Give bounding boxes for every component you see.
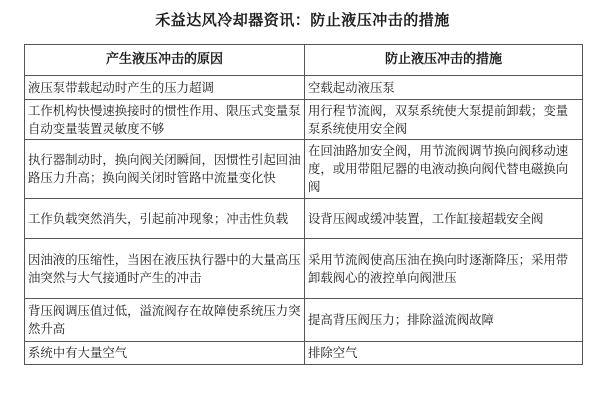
- measure-cell: 用行程节流阀，双泵系统使大泵提前卸载；变量泵系统使用安全阀: [305, 100, 583, 140]
- cause-cell: 工作负载突然消失，引起前冲现象；冲击性负载: [25, 199, 305, 239]
- page-title: 禾益达风冷却器资讯：防止液压冲击的措施: [155, 11, 450, 29]
- table-row: [25, 100, 583, 140]
- table-row: [25, 299, 583, 342]
- cause-cell: 液压泵带载起动时产生的压力超调: [25, 76, 305, 100]
- cause-cell: 工作机构快慢速换接时的惯性作用、限压式变量泵自动变量装置灵敏度不够: [25, 100, 305, 140]
- measures-table: [24, 44, 583, 365]
- table-row: [25, 76, 583, 100]
- measure-cell: 提高背压阀压力；排除溢流阀故障: [305, 299, 583, 342]
- cause-cell: 执行器制动时，换向阀关闭瞬间，因惯性引起回油路压力升高；换向阀关闭时管路中流量变化快: [25, 140, 305, 199]
- measure-cell: 采用节流阀使高压油在换向时逐渐降压；采用带卸载阀心的液控单向阀泄压: [305, 239, 583, 299]
- table-row: [25, 239, 583, 299]
- measure-cell: 空载起动液压泵: [305, 76, 583, 100]
- table-row: [25, 199, 583, 239]
- measure-cell: 排除空气: [305, 342, 583, 365]
- header-cause: 产生液压冲击的原因: [25, 45, 305, 76]
- cause-cell: 系统中有大量空气: [25, 342, 305, 365]
- cause-cell: 因油液的压缩性，当困在液压执行器中的大量高压油突然与大气接通时产生的冲击: [25, 239, 305, 299]
- table-row: [25, 342, 583, 365]
- table-header-row: [25, 45, 583, 76]
- header-measure: 防止液压冲击的措施: [305, 45, 583, 76]
- table-row: [25, 140, 583, 199]
- measure-cell: 设背压阀或缓冲装置，工作缸接超载安全阀: [305, 199, 583, 239]
- cause-cell: 背压阀调压值过低，溢流阀存在故障使系统压力突然升高: [25, 299, 305, 342]
- measure-cell: 在回油路加安全阀，用节流阀调节换向阀移动速度，或用带阻尼器的电液动换向阀代替电磁换向阀: [305, 140, 583, 199]
